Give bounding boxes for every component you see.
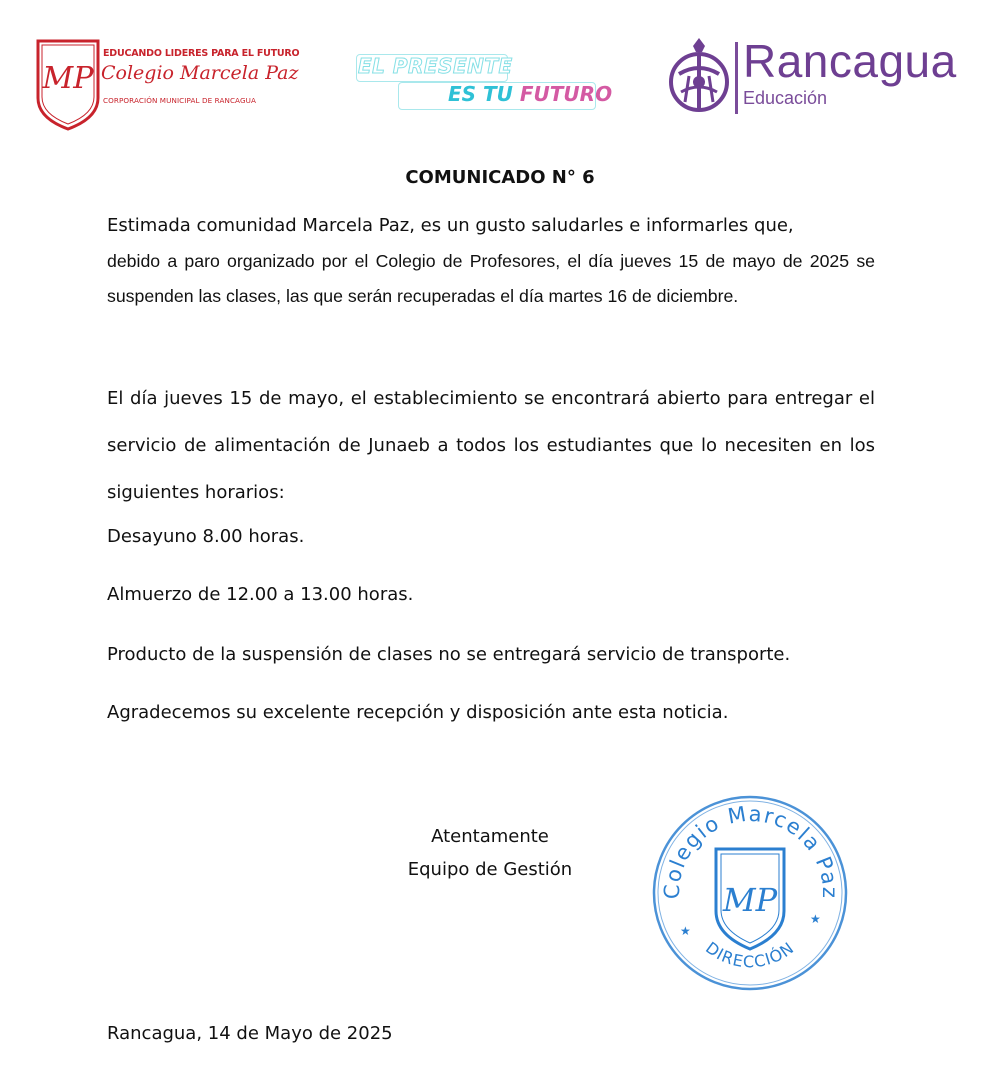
school-name: Colegio Marcela Paz — [101, 62, 299, 84]
school-crest-icon — [35, 38, 101, 132]
document-title: COMUNICADO N° 6 — [405, 167, 595, 188]
campaign-line2-a: ES TU — [448, 82, 513, 106]
city-logo-divider — [735, 42, 738, 114]
stamp-monogram: MP — [722, 881, 778, 919]
city-logo — [667, 36, 957, 121]
campaign-line2-b: FUTURO — [519, 82, 613, 106]
paragraph-suspension-line1: Estimada comunidad Marcela Paz, es un gusto saludarles e informarles que, — [107, 215, 794, 236]
paragraph-suspension-rest: debido a paro organizado por el Colegio de Profesores, el día jueves 15 de mayo de 2025 se suspenden las clases, las que serán recuperadas el día martes 16 de diciembre. — [107, 251, 875, 306]
schedule-breakfast: Desayuno 8.00 horas. — [107, 526, 305, 547]
place-date: Rancagua, 14 de Mayo de 2025 — [107, 1023, 393, 1044]
school-logo — [35, 38, 300, 133]
signature: Equipo de Gestión — [407, 859, 573, 880]
paragraph-suspension — [107, 208, 875, 314]
schedule-lunch: Almuerzo de 12.00 a 13.00 horas. — [107, 584, 414, 605]
city-logo-title: Rancagua — [743, 35, 957, 87]
stamp-seal-icon — [650, 793, 850, 993]
campaign-logo — [356, 54, 613, 114]
thanks-note: Agradecemos su excelente recepción y disposición ante esta noticia. — [107, 702, 729, 723]
svg-text:★: ★ — [810, 912, 821, 926]
school-corporation: CORPORACIÓN MUNICIPAL DE RANCAGUA — [103, 96, 256, 105]
rancagua-emblem-icon — [667, 36, 731, 118]
city-logo-subtitle: Educación — [743, 88, 828, 108]
school-monogram: MP — [42, 61, 94, 96]
paragraph-junaeb: El día jueves 15 de mayo, el establecimiento se encontrará abierto para entregar el servicio de alimentación de Junaeb a todos los estudiantes que lo necesiten en los siguientes horarios: — [107, 388, 875, 503]
stamp-bottom-text: DIRECCIÓN — [702, 938, 798, 972]
school-tagline: EDUCANDO LIDERES PARA EL FUTURO — [103, 48, 300, 59]
direction-stamp — [650, 793, 850, 993]
stamp-arc-text: Colegio Marcela Paz — [659, 801, 843, 900]
campaign-line2 — [448, 82, 612, 106]
transport-note: Producto de la suspensión de clases no se entregará servicio de transporte. — [107, 644, 791, 665]
svg-text:★: ★ — [680, 924, 691, 938]
closing: Atentamente — [431, 826, 549, 847]
campaign-line1: EL PRESENTE — [358, 54, 513, 78]
